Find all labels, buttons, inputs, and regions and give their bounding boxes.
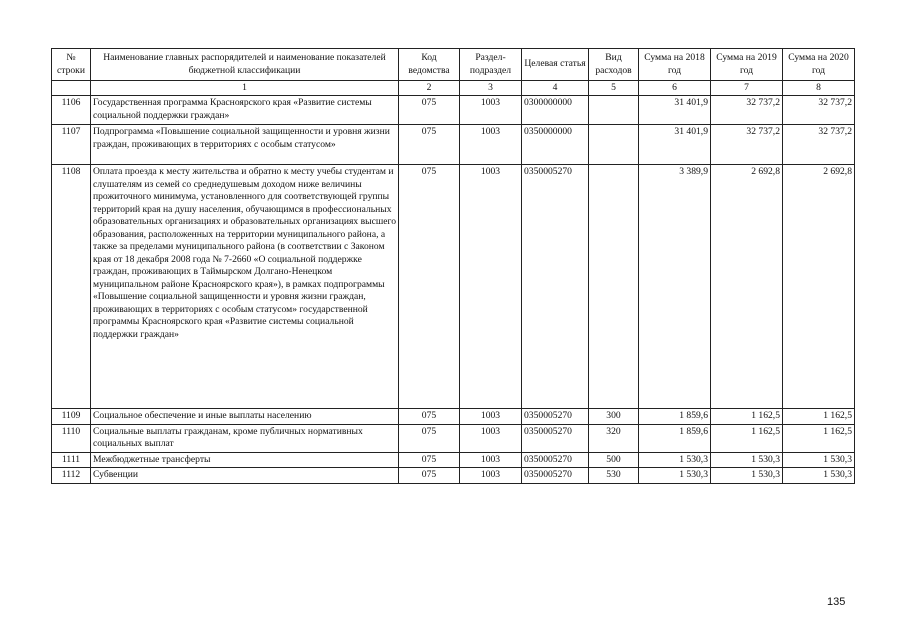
header-name: Наименование главных распорядителей и наименование показателей бюджетной классификации: [91, 49, 399, 81]
header-sum-2018: Сумма на 2018 год: [639, 49, 711, 81]
row-number: 1111: [52, 452, 91, 468]
section-code: 1003: [460, 125, 522, 165]
sum-2020: 1 530,3: [783, 452, 855, 468]
header-row: [52, 49, 855, 81]
row-name: Субвенции: [91, 468, 399, 484]
target-article: 0350005270: [522, 452, 589, 468]
row-name: Социальные выплаты гражданам, кроме публичных нормативных социальных выплат: [91, 424, 399, 452]
sum-2020: 32 737,2: [783, 125, 855, 165]
sum-2018: 31 401,9: [639, 125, 711, 165]
department-code: 075: [399, 125, 460, 165]
row-name: Государственная программа Красноярского края «Развитие системы социальной поддержки граждан»: [91, 96, 399, 125]
budget-table: [51, 48, 855, 484]
department-code: 075: [399, 96, 460, 125]
table-row: [52, 452, 855, 468]
sum-2019: 1 530,3: [711, 452, 783, 468]
section-code: 1003: [460, 468, 522, 484]
sum-2018: 1 530,3: [639, 452, 711, 468]
target-article: 0350005270: [522, 409, 589, 425]
column-number-row: [52, 81, 855, 96]
target-article: 0350000000: [522, 125, 589, 165]
sum-2019: 1 162,5: [711, 409, 783, 425]
row-number: 1107: [52, 125, 91, 165]
row-number: 1106: [52, 96, 91, 125]
expense-type: [589, 125, 639, 165]
target-article: 0300000000: [522, 96, 589, 125]
column-number: 5: [589, 81, 639, 96]
header-row-number: № строки: [52, 49, 91, 81]
section-code: 1003: [460, 96, 522, 125]
department-code: 075: [399, 452, 460, 468]
table-row: [52, 165, 855, 409]
table-row: [52, 125, 855, 165]
column-number: 8: [783, 81, 855, 96]
header-section: Раздел-подраздел: [460, 49, 522, 81]
department-code: 075: [399, 409, 460, 425]
sum-2020: 32 737,2: [783, 96, 855, 125]
department-code: 075: [399, 424, 460, 452]
row-number: 1108: [52, 165, 91, 409]
row-name: Оплата проезда к месту жительства и обратно к месту учебы студентам и слушателям из семей со среднедушевым доходом ниже величины прожиточного минимума, установленного для соответствующей группы территорий края на душу населения, обучающимся в профессиональных образовательных организациях и образовательных организациях высшего образования, расположенных на территории муниципального района, а также за пределами муниципального района (в соответствии с Законом края от 18 декабря 2008 года № 7-2660 «О социальной поддержке граждан, проживающих в Таймырском Долгано-Ненецком муниципальном районе Красноярского края»), в рамках подпрограммы «Повышение социальной защищенности и уровня жизни граждан, проживающих в территориях с особым статусом» государственной программы Красноярского края «Развитие системы социальной поддержки граждан»: [91, 165, 399, 409]
target-article: 0350005270: [522, 424, 589, 452]
section-code: 1003: [460, 165, 522, 409]
header-expense-type: Вид расходов: [589, 49, 639, 81]
table-row: [52, 424, 855, 452]
table-row: [52, 96, 855, 125]
row-name: Подпрограмма «Повышение социальной защищенности и уровня жизни граждан, проживающих в территориях с особым статусом»: [91, 125, 399, 165]
expense-type: 300: [589, 409, 639, 425]
expense-type: [589, 165, 639, 409]
expense-type: 320: [589, 424, 639, 452]
sum-2019: 32 737,2: [711, 96, 783, 125]
row-number: 1109: [52, 409, 91, 425]
sum-2019: 32 737,2: [711, 125, 783, 165]
column-number: 6: [639, 81, 711, 96]
sum-2018: 1 530,3: [639, 468, 711, 484]
sum-2019: 2 692,8: [711, 165, 783, 409]
column-number: 4: [522, 81, 589, 96]
page-number: 135: [827, 596, 846, 608]
header-sum-2019: Сумма на 2019 год: [711, 49, 783, 81]
sum-2020: 2 692,8: [783, 165, 855, 409]
column-number: [52, 81, 91, 96]
target-article: 0350005270: [522, 165, 589, 409]
section-code: 1003: [460, 452, 522, 468]
section-code: 1003: [460, 424, 522, 452]
expense-type: 530: [589, 468, 639, 484]
row-name: Социальное обеспечение и иные выплаты населению: [91, 409, 399, 425]
target-article: 0350005270: [522, 468, 589, 484]
table-row: [52, 409, 855, 425]
sum-2018: 31 401,9: [639, 96, 711, 125]
column-number: 7: [711, 81, 783, 96]
row-number: 1112: [52, 468, 91, 484]
department-code: 075: [399, 468, 460, 484]
sum-2019: 1 530,3: [711, 468, 783, 484]
column-number: 2: [399, 81, 460, 96]
expense-type: [589, 96, 639, 125]
row-name: Межбюджетные трансферты: [91, 452, 399, 468]
header-sum-2020: Сумма на 2020 год: [783, 49, 855, 81]
section-code: 1003: [460, 409, 522, 425]
table-row: [52, 468, 855, 484]
column-number: 1: [91, 81, 399, 96]
expense-type: 500: [589, 452, 639, 468]
sum-2020: 1 162,5: [783, 424, 855, 452]
sum-2018: 1 859,6: [639, 424, 711, 452]
sum-2018: 3 389,9: [639, 165, 711, 409]
sum-2018: 1 859,6: [639, 409, 711, 425]
sum-2020: 1 530,3: [783, 468, 855, 484]
column-number: 3: [460, 81, 522, 96]
header-target-article: Целевая статья: [522, 49, 589, 81]
header-department-code: Код ведомства: [399, 49, 460, 81]
department-code: 075: [399, 165, 460, 409]
sum-2020: 1 162,5: [783, 409, 855, 425]
sum-2019: 1 162,5: [711, 424, 783, 452]
row-number: 1110: [52, 424, 91, 452]
